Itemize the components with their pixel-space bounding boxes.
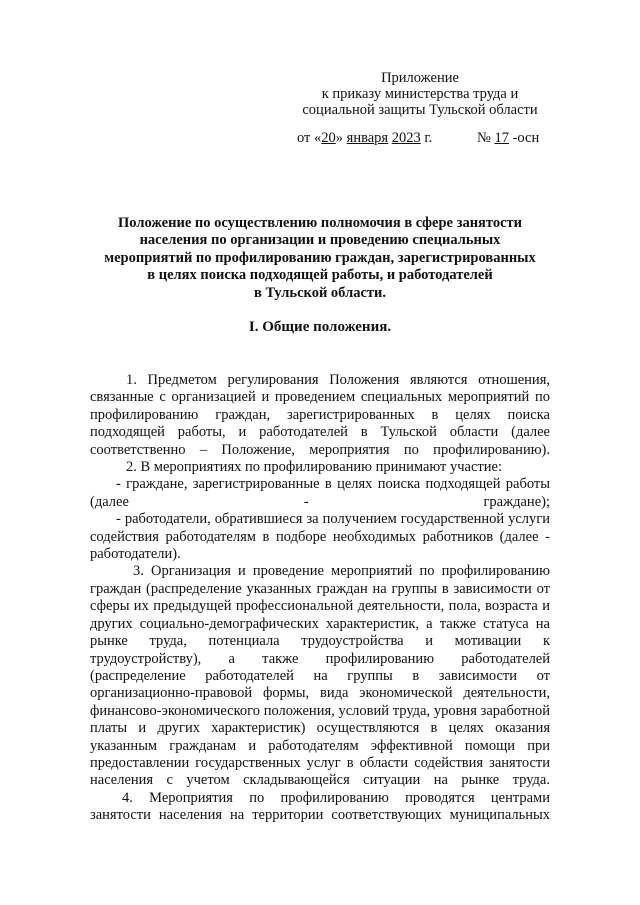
- order-year-suffix: г.: [420, 130, 433, 146]
- paragraph: 1. Предметом регулирования Положения являются отношения, связанные с организацией и проведением специальных мероприятий по профилированию граждан, зарегистрированных в целях поиска подходящей работы, и работодателей в Тульской области (далее соответственно – Положение, мероприятия по профилированию).: [90, 372, 550, 458]
- order-day-suffix: »: [335, 130, 347, 146]
- title-line: мероприятий по профилированию граждан, зарегистрированных: [104, 249, 536, 266]
- appendix-line: к приказу министерства труда и: [321, 86, 519, 102]
- document-title: [90, 215, 550, 302]
- order-date: [297, 130, 432, 146]
- order-number-value: 17: [494, 130, 509, 146]
- paragraph: 4. Мероприятия по профилированию проводятся центрами занятости населения на территории соответствующих муниципальных: [90, 789, 550, 824]
- order-day: 20: [321, 130, 336, 146]
- appendix-line: Приложение: [381, 70, 459, 86]
- order-number-prefix: №: [477, 130, 495, 146]
- paragraph: - работодатели, обратившиеся за получением государственной услуги содействия работодателям в подборе необходимых работников (далее - работодатели).: [90, 511, 550, 563]
- order-number: [477, 130, 539, 146]
- title-line: в целях поиска подходящей работы, и работодателей: [147, 267, 493, 284]
- order-number-suffix: -осн: [508, 130, 540, 146]
- document-body: [90, 372, 550, 825]
- order-date-prefix: от «: [297, 130, 322, 146]
- order-month: января: [346, 130, 389, 146]
- title-line: Положение по осуществлению полномочия в сфере занятости: [117, 215, 522, 231]
- paragraph: 2. В мероприятиях по профилированию принимают участие:: [126, 459, 502, 476]
- appendix-line: социальной защиты Тульской области: [302, 102, 538, 118]
- title-line: населения по организации и проведению специальных: [139, 232, 501, 249]
- section-heading: I. Общие положения.: [248, 319, 392, 335]
- paragraph: - граждане, зарегистрированные в целях поиска подходящей работы (далее - граждане);: [90, 476, 550, 510]
- appendix-block: [270, 70, 570, 118]
- order-year: 2023: [391, 130, 421, 146]
- title-line: в Тульской области.: [254, 284, 386, 301]
- paragraph: 3. Организация и проведение мероприятий по профилированию граждан (распределение указанных граждан на группы в зависимости от сферы их предыдущей профессиональной деятельности, пола, возраста и других социально-демографических характеристик, а также статуса на рынке труда, потенциала трудоустройства и мотивации к трудоустройству), а также профилированию работодателей (распределение работодателей на группы в зависимости от организационно-правовой формы, вида экономической деятельности, финансово-экономического положения, условий труда, уровня заработной платы и других характеристик) осуществляются в целях оказания указанным гражданам и работодателям эффективной помощи при предоставлении государственных услуг в области содействия занятости населения с учетом складывающейся ситуации на рынке труда.: [90, 563, 550, 789]
